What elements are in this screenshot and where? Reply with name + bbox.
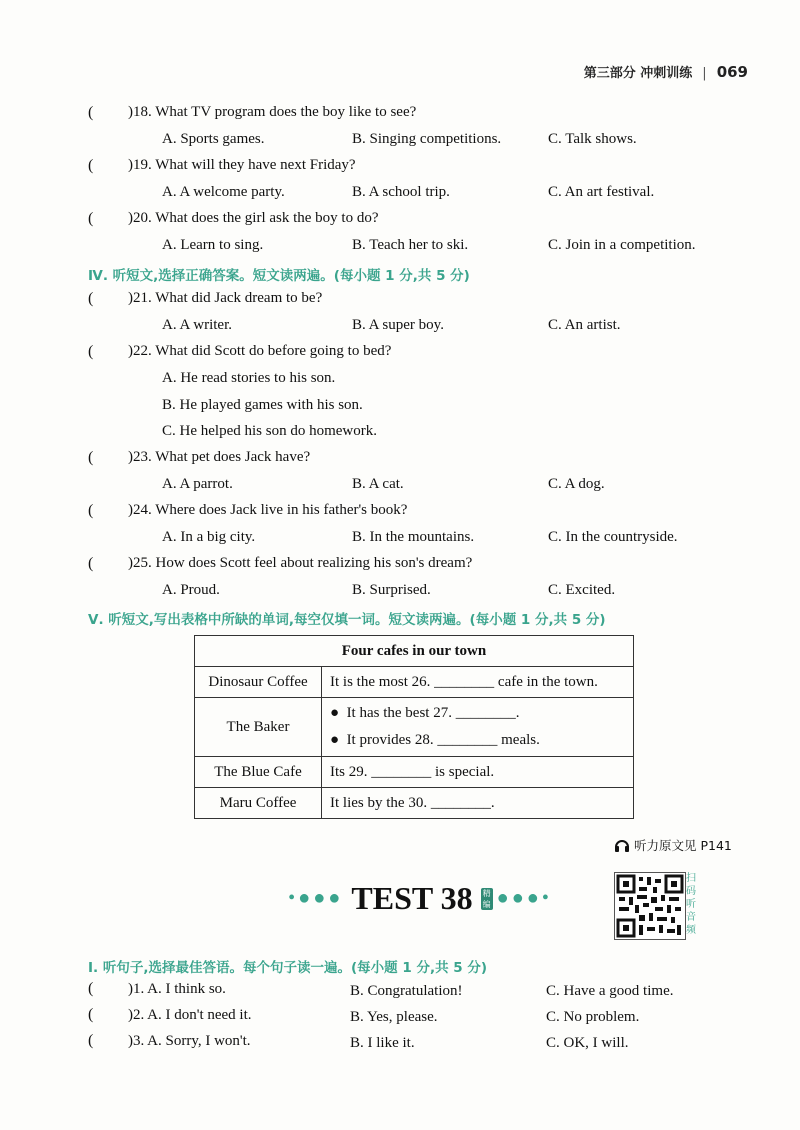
question-text: )20. What does the girl ask the boy to do?: [128, 210, 379, 226]
answer-paren[interactable]: (: [88, 1006, 94, 1023]
bullet-text: It has the best 27. ________.: [346, 705, 520, 721]
question-text: )3. A. Sorry, I won't.: [128, 1033, 251, 1049]
option-a: A. Learn to sing.: [162, 237, 264, 253]
answer-paren[interactable]: (: [88, 290, 94, 307]
qr-code-icon[interactable]: [614, 872, 686, 940]
question-text: )1. A. I think so.: [128, 981, 226, 997]
page-header: 第三部分 冲刺训练 | 069: [583, 63, 748, 81]
option-a: A. Proud.: [162, 582, 220, 598]
option-a: A. In a big city.: [162, 529, 256, 545]
option-b: B. He played games with his son.: [162, 397, 363, 413]
cafe-name: Maru Coffee: [195, 788, 322, 819]
option-b: B. Yes, please.: [350, 1009, 438, 1025]
answer-paren[interactable]: (: [88, 343, 94, 360]
cafe-name: Dinosaur Coffee: [195, 667, 322, 698]
option-b: B. Singing competitions.: [352, 131, 502, 147]
option-a: A. A welcome party.: [162, 184, 285, 200]
cafe-info[interactable]: Its 29. ________ is special.: [322, 757, 634, 788]
bullet-item: ● It provides 28. ________ meals.: [330, 732, 540, 748]
section-label: 第三部分 冲刺训练: [583, 66, 693, 81]
test-title-text: TEST 38: [351, 880, 473, 916]
option-c: C. An art festival.: [548, 184, 655, 200]
question-text: )22. What did Scott do before going to bed?: [128, 343, 392, 359]
cafe-table: [194, 635, 634, 819]
audio-note[interactable]: [614, 836, 732, 855]
option-c: C. OK, I will.: [546, 1035, 629, 1051]
answer-paren[interactable]: (: [88, 449, 94, 466]
option-c: C. No problem.: [546, 1009, 640, 1025]
answer-paren[interactable]: (: [88, 104, 94, 121]
option-a: A. A parrot.: [162, 476, 233, 492]
question-text: )23. What pet does Jack have?: [128, 449, 311, 465]
answer-paren[interactable]: (: [88, 157, 94, 174]
page-number: 069: [716, 63, 748, 81]
option-c: C. An artist.: [548, 317, 621, 333]
option-c: C. In the countryside.: [548, 529, 678, 545]
option-c: C. Talk shows.: [548, 131, 637, 147]
option-b: B. A cat.: [352, 476, 404, 492]
option-a: A. He read stories to his son.: [162, 370, 336, 386]
option-c: C. Excited.: [548, 582, 616, 598]
test-title: [270, 880, 570, 917]
table-row: [195, 788, 634, 819]
cafe-info[interactable]: It is the most 26. ________ cafe in the town.: [322, 667, 634, 698]
question-text: )19. What will they have next Friday?: [128, 157, 356, 173]
test-badge: 精编: [482, 888, 491, 909]
question-text: )2. A. I don't need it.: [128, 1007, 252, 1023]
answer-paren[interactable]: (: [88, 210, 94, 227]
question-text: )24. Where does Jack live in his father's book?: [128, 502, 408, 518]
bullet-item: ● It has the best 27. ________.: [330, 705, 520, 721]
table-row: [195, 698, 634, 757]
option-b: B. Congratulation!: [350, 983, 463, 999]
cafe-name: The Baker: [195, 698, 322, 757]
qr-label: 扫码听音频: [686, 873, 696, 936]
headphones-icon: [614, 838, 630, 855]
cafe-name: The Blue Cafe: [195, 757, 322, 788]
answer-paren[interactable]: (: [88, 980, 94, 997]
option-b: B. A school trip.: [352, 184, 450, 200]
decorative-dots-left: •●●●: [288, 887, 344, 909]
option-b: B. I like it.: [350, 1035, 415, 1051]
answer-paren[interactable]: (: [88, 555, 94, 572]
option-b: B. Teach her to ski.: [352, 237, 469, 253]
section-1-title: Ⅰ. 听句子,选择最佳答语。每个句子读一遍。(每小题 1 分,共 5 分): [88, 960, 488, 976]
cafe-info[interactable]: [322, 698, 634, 757]
option-a: A. Sports games.: [162, 131, 265, 147]
option-b: B. In the mountains.: [352, 529, 475, 545]
option-c: C. Join in a competition.: [548, 237, 696, 253]
option-a: A. A writer.: [162, 317, 232, 333]
question-text: )18. What TV program does the boy like to see?: [128, 104, 417, 120]
table-row: [195, 757, 634, 788]
table-title: Four cafes in our town: [195, 636, 634, 667]
question-text: )25. How does Scott feel about realizing his son's dream?: [128, 555, 473, 571]
option-b: B. Surprised.: [352, 582, 431, 598]
option-b: B. A super boy.: [352, 317, 444, 333]
option-c: C. Have a good time.: [546, 983, 674, 999]
bullet-text: It provides 28. ________ meals.: [346, 732, 540, 748]
section-5-title: Ⅴ. 听短文,写出表格中所缺的单词,每空仅填一词。短文读两遍。(每小题 1 分,共 5 分): [88, 612, 606, 628]
audio-note-text: 听力原文见 P141: [633, 838, 732, 853]
answer-paren[interactable]: (: [88, 502, 94, 519]
option-c: C. He helped his son do homework.: [162, 423, 377, 439]
option-c: C. A dog.: [548, 476, 605, 492]
decorative-dots-right: ●●●•: [496, 887, 552, 909]
table-row: [195, 667, 634, 698]
answer-paren[interactable]: (: [88, 1032, 94, 1049]
cafe-info[interactable]: It lies by the 30. ________.: [322, 788, 634, 819]
question-text: )21. What did Jack dream to be?: [128, 290, 323, 306]
section-4-title: Ⅳ. 听短文,选择正确答案。短文读两遍。(每小题 1 分,共 5 分): [88, 268, 470, 284]
